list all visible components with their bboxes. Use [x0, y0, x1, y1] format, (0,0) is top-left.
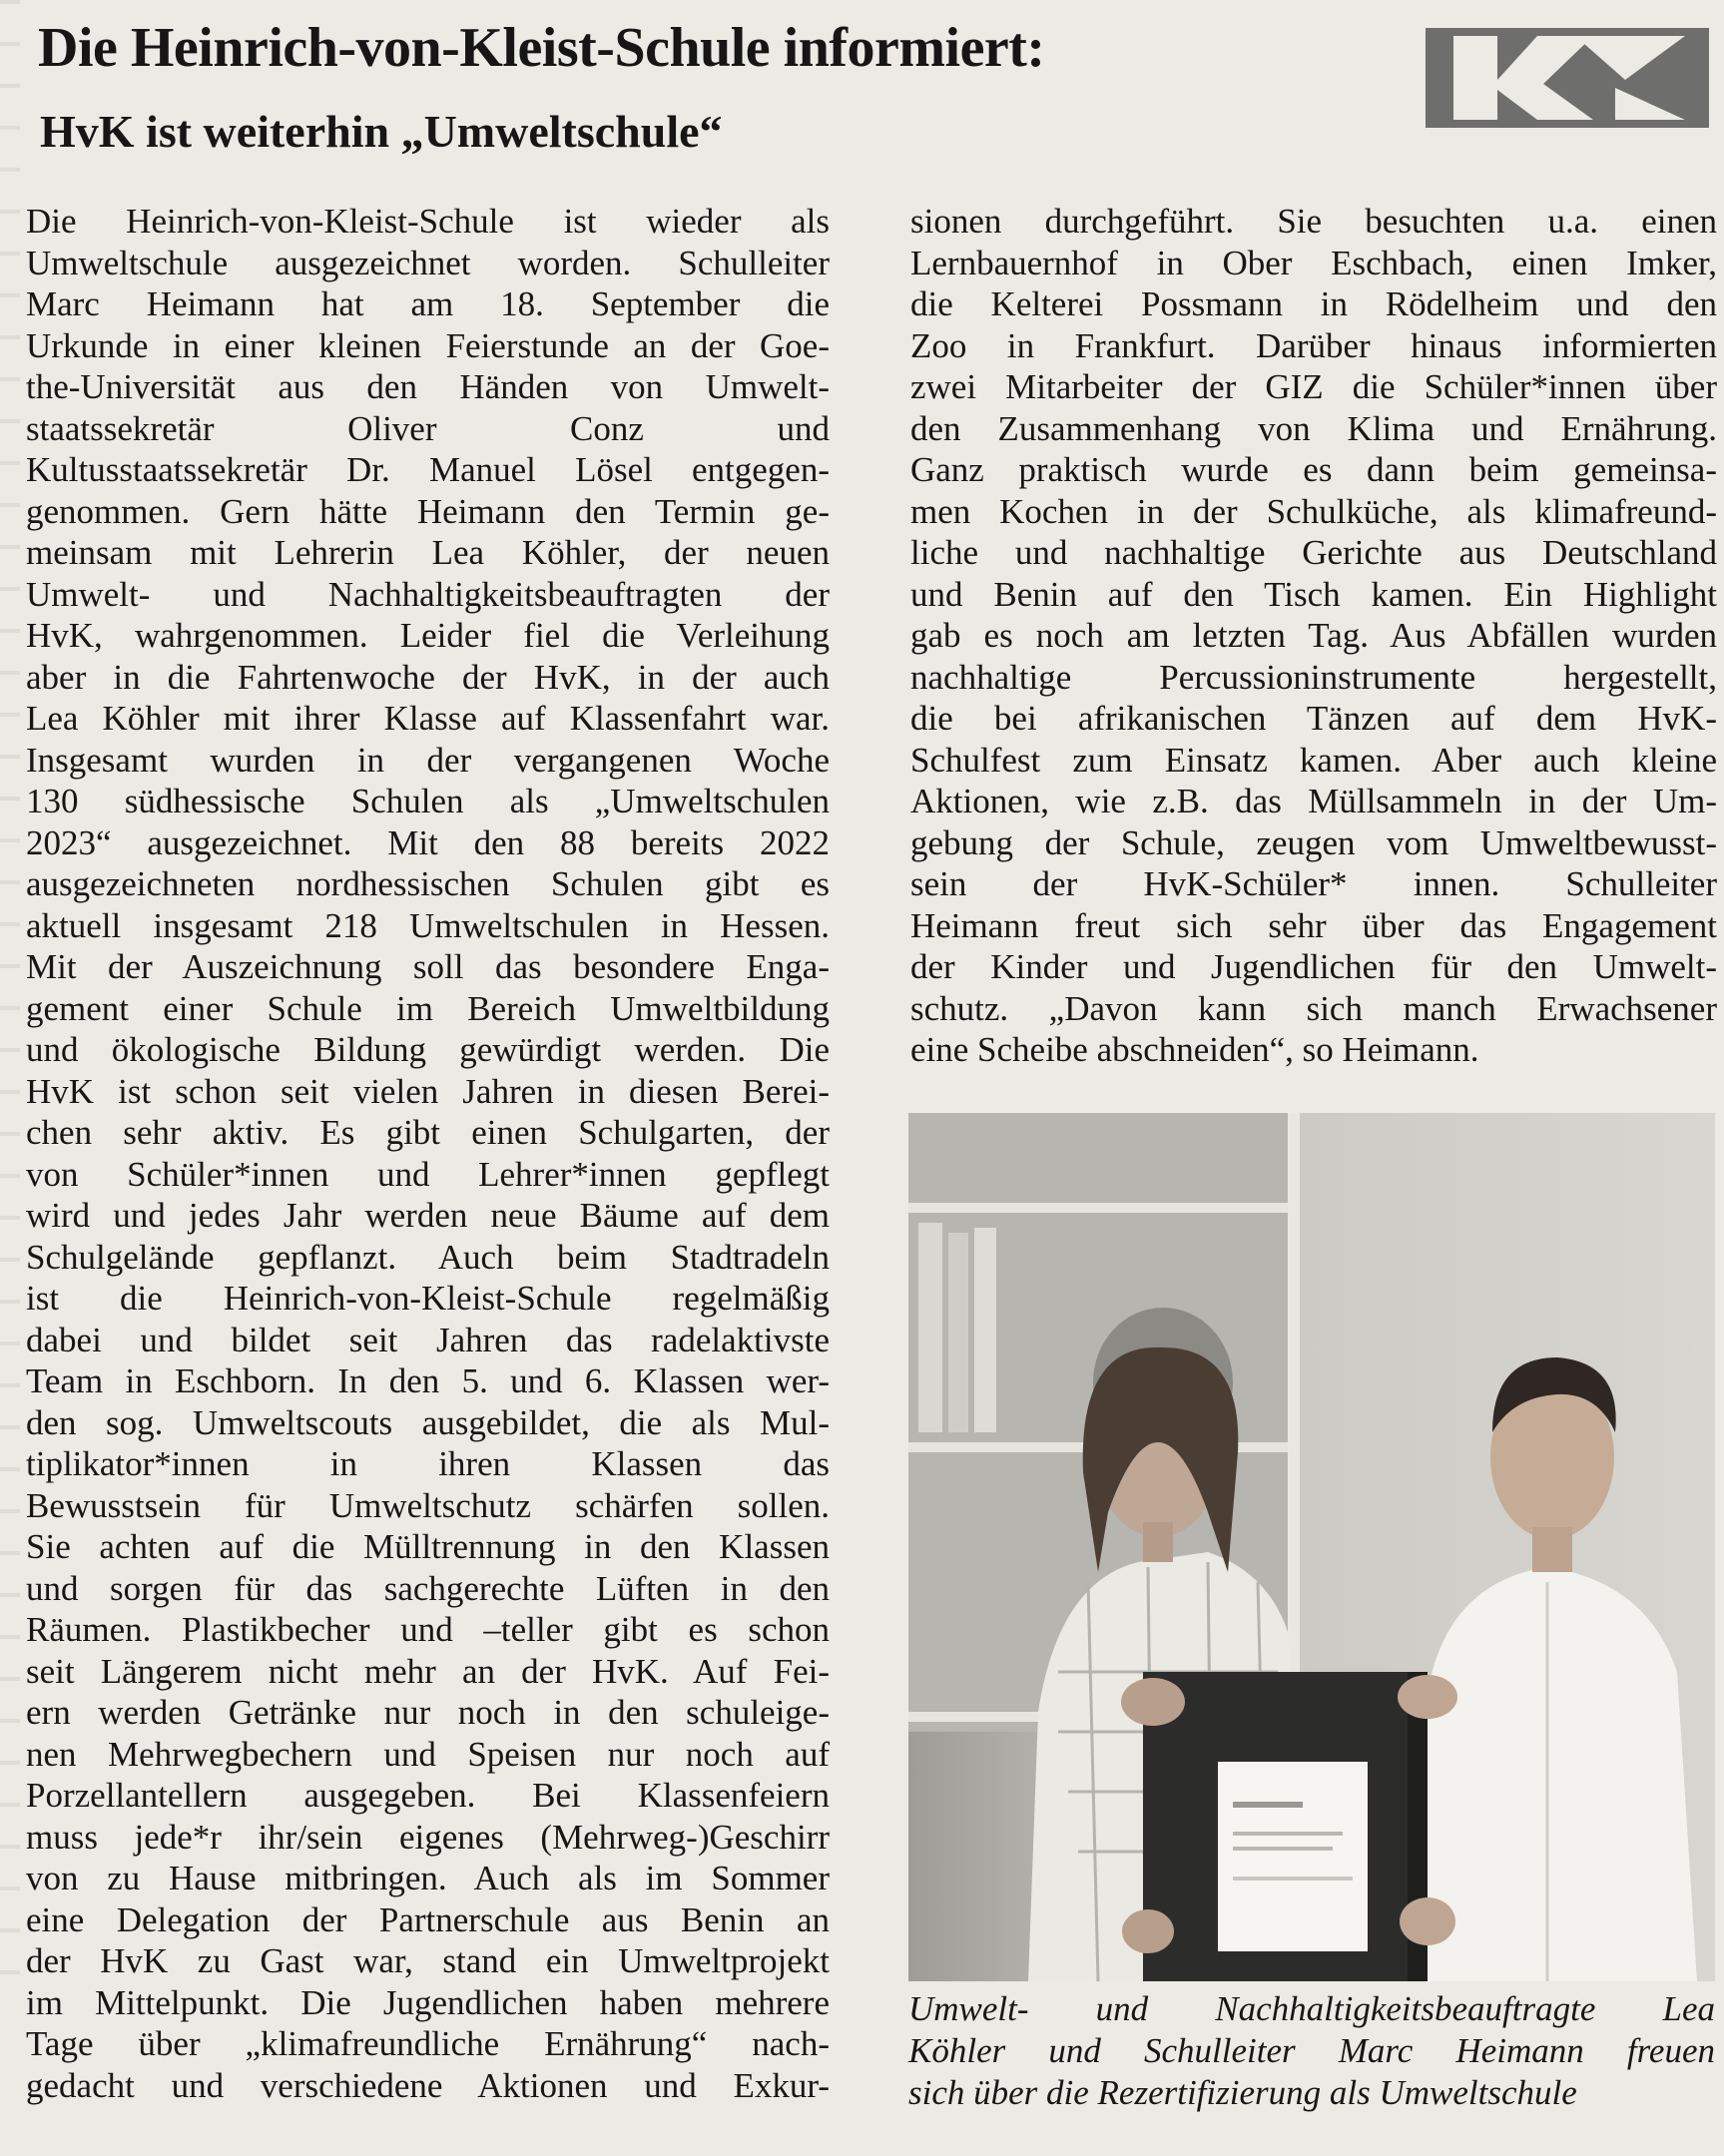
text-line: Köhler und Schulleiter Marc Heimann freuen: [908, 2031, 1715, 2070]
text-line: sich über die Rezertifizierung als Umweltschule: [908, 2073, 1577, 2112]
text-line: Räumen. Plastikbecher und –teller gibt es schon: [26, 1610, 830, 1649]
article-column-right: [910, 201, 1717, 1071]
text-line: die Kelterei Possmann in Rödelheim und den: [910, 284, 1717, 323]
text-line: nachhaltige Percussioninstrumente hergestellt,: [910, 657, 1717, 697]
text-line: Lea Köhler mit ihrer Klasse auf Klassenfahrt war.: [26, 699, 830, 738]
text-line: aber in die Fahrtenwoche der HvK, in der auch: [26, 657, 830, 697]
text-line: gab es noch am letzten Tag. Aus Abfällen wurden: [910, 616, 1717, 655]
text-line: muss jede*r ihr/sein eigenes (Mehrweg-)Geschirr: [26, 1817, 830, 1857]
text-line: Bewusstsein für Umweltschutz schärfen sollen.: [26, 1485, 830, 1525]
text-line: dabei und bildet seit Jahren das radelaktivste: [26, 1320, 830, 1359]
text-line: Aktionen, wie z.B. das Müllsammeln in der Um-: [910, 782, 1717, 820]
text-line: HvK ist schon seit vielen Jahren in diesen Berei-: [26, 1071, 830, 1111]
text-line: Heimann freut sich sehr über das Engagement: [910, 905, 1717, 945]
article-photo: [908, 1113, 1715, 1981]
text-line: Kultusstaatssekretär Dr. Manuel Lösel entgegen-: [26, 450, 830, 489]
text-line: gebung der Schule, zeugen vom Umweltbewusst-: [910, 822, 1717, 862]
text-line: Urkunde in einer kleinen Feierstunde an der Goe-: [26, 325, 830, 365]
text-line: Die Heinrich-von-Kleist-Schule ist wieder als: [26, 202, 830, 241]
article-column-left: [26, 201, 830, 2106]
text-line: Mit der Auszeichnung soll das besondere Enga-: [26, 947, 830, 986]
text-line: 130 südhessische Schulen als „Umweltschulen: [26, 782, 830, 820]
hvk-logo-icon: [1426, 28, 1709, 128]
text-line: genommen. Gern hätte Heimann den Termin ge-: [26, 491, 830, 531]
text-line: aktuell insgesamt 218 Umweltschulen in Hessen.: [26, 905, 830, 945]
text-line: meinsam mit Lehrerin Lea Köhler, der neuen: [26, 533, 830, 572]
text-line: 2023“ ausgezeichnet. Mit den 88 bereits 2022: [26, 822, 830, 862]
text-line: im Mittelpunkt. Die Jugendlichen haben mehrere: [26, 1982, 830, 2022]
text-line: von zu Hause mitbringen. Auch als im Sommer: [26, 1859, 830, 1897]
text-line: den sog. Umweltscouts ausgebildet, die als Mul-: [26, 1402, 830, 1442]
text-line: Marc Heimann hat am 18. September die: [26, 284, 830, 323]
text-line: gedacht und verschiedene Aktionen und Exkur-: [26, 2065, 830, 2105]
text-line: the-Universität aus den Händen von Umwelt-: [26, 367, 830, 406]
text-line: eine Delegation der Partnerschule aus Benin an: [26, 1899, 830, 1939]
text-line: die bei afrikanischen Tänzen auf dem HvK-: [910, 699, 1717, 738]
text-line: und sorgen für das sachgerechte Lüften in den: [26, 1568, 830, 1608]
text-line: Lernbauernhof in Ober Eschbach, einen Imker,: [910, 243, 1717, 282]
text-line: Umwelt- und Nachhaltigkeitsbeauftragten der: [26, 574, 830, 614]
text-line: Ganz praktisch wurde es dann beim gemeinsa-: [910, 450, 1717, 489]
text-line: Tage über „klimafreundliche Ernährung“ nach-: [26, 2024, 830, 2063]
text-line: Porzellantellern ausgegeben. Bei Klassenfeiern: [26, 1776, 830, 1815]
text-line: ausgezeichneten nordhessischen Schulen gibt es: [26, 864, 830, 903]
subheadline: HvK ist weiterhin „Umweltschule“: [40, 106, 723, 157]
text-line: seit Längerem nicht mehr an der HvK. Auf Fei-: [26, 1651, 830, 1691]
text-line: HvK, wahrgenommen. Leider fiel die Verleihung: [26, 616, 830, 655]
text-line: sein der HvK-Schüler* innen. Schulleiter: [910, 864, 1717, 903]
text-line: eine Scheibe abschneiden“, so Heimann.: [910, 1030, 1479, 1069]
text-line: chen sehr aktiv. Es gibt einen Schulgarten, der: [26, 1113, 830, 1152]
text-line: der HvK zu Gast war, stand ein Umweltprojekt: [26, 1941, 830, 1980]
text-line: staatssekretär Oliver Conz und: [26, 408, 830, 448]
photo-caption: [908, 1988, 1715, 2114]
adjacent-column-bleed: [0, 0, 20, 1996]
text-line: men Kochen in der Schulküche, als klimafreund-: [910, 491, 1717, 531]
text-line: Umwelt- und Nachhaltigkeitsbeauftragte Lea: [908, 1989, 1715, 2028]
text-line: wird und jedes Jahr werden neue Bäume auf dem: [26, 1196, 830, 1235]
text-line: Schulfest zum Einsatz kamen. Aber auch kleine: [910, 740, 1717, 780]
text-line: und ökologische Bildung gewürdigt werden. Die: [26, 1030, 830, 1069]
text-line: den Zusammenhang von Klima und Ernährung.: [910, 408, 1717, 448]
headline: Die Heinrich-von-Kleist-Schule informiert:: [38, 17, 1045, 79]
text-line: ern werden Getränke nur noch in den schuleige-: [26, 1693, 830, 1732]
text-line: sionen durchgeführt. Sie besuchten u.a. einen: [910, 202, 1717, 241]
text-line: von Schüler*innen und Lehrer*innen gepflegt: [26, 1154, 830, 1194]
text-line: schutz. „Davon kann sich manch Erwachsener: [910, 988, 1717, 1028]
text-line: nen Mehrwegbechern und Speisen nur noch auf: [26, 1734, 830, 1774]
text-line: liche und nachhaltige Gerichte aus Deutschland: [910, 533, 1717, 572]
text-line: Zoo in Frankfurt. Darüber hinaus informierten: [910, 325, 1717, 365]
text-line: gement einer Schule im Bereich Umweltbildung: [26, 988, 830, 1028]
text-line: Team in Eschborn. In den 5. und 6. Klassen wer-: [26, 1361, 830, 1400]
text-line: Umweltschule ausgezeichnet worden. Schulleiter: [26, 243, 830, 282]
text-line: tiplikator*innen in ihren Klassen das: [26, 1444, 830, 1483]
text-line: Schulgelände gepflanzt. Auch beim Stadtradeln: [26, 1237, 830, 1277]
text-line: und Benin auf den Tisch kamen. Ein Highlight: [910, 574, 1717, 614]
text-line: zwei Mitarbeiter der GIZ die Schüler*innen über: [910, 367, 1717, 406]
text-line: der Kinder und Jugendlichen für den Umwelt-: [910, 947, 1717, 986]
text-line: Sie achten auf die Mülltrennung in den Klassen: [26, 1527, 830, 1566]
text-line: Insgesamt wurden in der vergangenen Woche: [26, 740, 830, 780]
text-line: ist die Heinrich-von-Kleist-Schule regelmäßig: [26, 1279, 830, 1318]
